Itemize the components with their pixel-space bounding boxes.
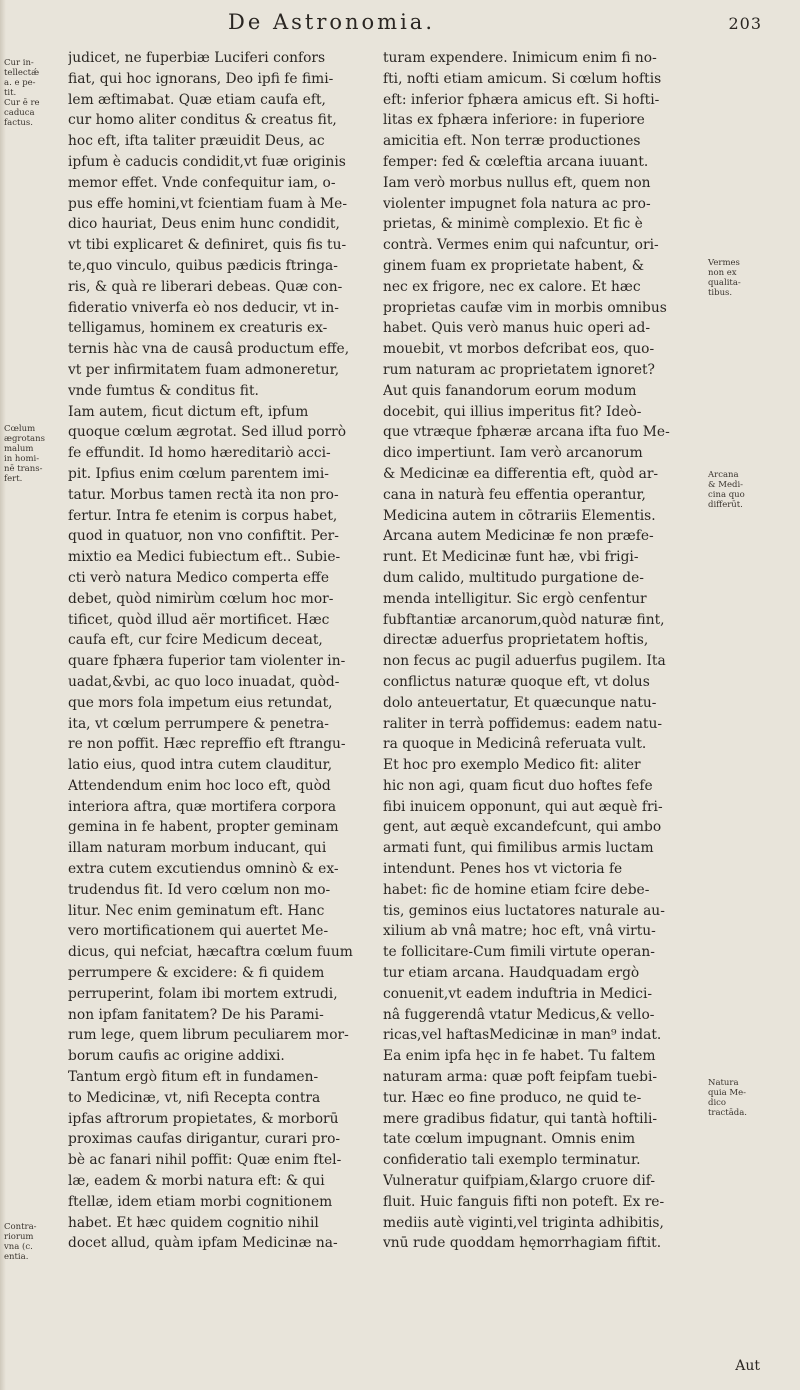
text-line: habet. Et hæc quidem cognitio nihil [68,1214,319,1231]
text-line: fluit. Huic fanguis fifti non poteft. Ex re- [383,1193,665,1210]
text-line: vnde fumtus & conditus fit. [68,382,259,399]
text-line: dolo anteuertatur, Et quæcunque natu- [383,694,657,711]
text-line: habet. Quis verò manus huic operi ad- [383,320,651,337]
text-line: litas ex fphæra inferiore: in fuperiore [383,112,645,129]
text-line: tate cœlum impugnant. Omnis enim [383,1131,636,1148]
text-line: nâ fuggerendâ vtatur Medicus,& vello- [383,1006,655,1023]
text-line: Aut quis fanandorum eorum modum [383,382,637,399]
text-line: to Medicinæ, vt, nifi Recepta contra [68,1089,321,1106]
margin-note-line: qualita- [708,278,741,288]
text-line: judicet, ne fuperbiæ Luciferi confors [68,50,326,66]
text-line: dico impertiunt. Iam verò arcanorum [383,445,643,462]
margin-note-line: Cur in- [4,58,34,68]
text-line: & Medicinæ ea differentia eft, quòd ar- [383,465,659,482]
margin-note-left-2 [4,424,54,484]
margin-note-line: fert. [4,474,23,484]
text-line: non fecus ac pugil aduerfus pugilem. Ita [383,653,666,670]
page-number: 203 [728,14,762,33]
text-line: te follicitare-Cum fimili virtute operan- [383,944,655,961]
margin-note-line: tractāda. [708,1108,748,1118]
margin-note-line: non ex [708,268,737,278]
text-line: dicus, qui nefciat, hæcaftra cœlum fuum [68,944,353,961]
text-line: dico hauriat, Deus enim hunc condidit, [68,216,340,233]
margin-note-line: vna (c. [4,1242,33,1252]
text-line: mediis autè viginti,vel triginta adhibitis, [383,1214,664,1231]
text-line: naturam arma: quæ poft feipfam tuebi- [383,1069,658,1086]
margin-note-line: Cur ē re [4,98,40,108]
text-line: tur etiam arcana. Haudquadam ergò [383,965,640,982]
text-line: raliter in terrà poffidemus: eadem natu- [383,715,663,732]
text-line: mixtio ea Medici fubiectum eft.. Subie- [68,549,341,566]
text-line: fertur. Intra fe etenim is corpus habet, [68,507,338,524]
text-line: ris, & quà re liberari debeas. Quæ con- [68,278,343,295]
text-line: cti verò natura Medico comperta effe [68,569,330,586]
margin-note-line: ægrotans [4,434,45,444]
text-line: vt per infirmitatem fuam admoneretur, [68,361,340,378]
margin-note-left-3 [4,1222,54,1262]
text-line: docebit, qui illius imperitus fit? Ideò- [383,403,642,420]
text-line: hoc eft, ifta taliter præuidit Deus, ac [68,133,325,150]
text-line: borum caufis ac origine addixi. [68,1048,285,1065]
text-line: tis, geminos eius luctatores naturale au- [383,902,665,919]
page-spine-shadow [0,0,6,1390]
text-line: nec ex frigore, nec ex calore. Et hæc [383,278,641,295]
text-line: contrà. Vermes enim qui nafcuntur, ori- [383,237,659,254]
text-line: conflictus naturæ quoque eft, vt dolus [383,673,650,690]
margin-note-line: tellectǽ [4,68,40,78]
text-line: fe effundit. Id homo hæreditariò acci- [68,445,331,462]
margin-note-line: factus. [4,118,33,128]
text-line: fibi inuicem opponunt, qui aut æquè fri- [383,798,663,815]
text-line: eft: inferior fphæra amicus eft. Si hofti- [383,91,660,108]
text-line: intendunt. Penes hos vt victoria fe [383,861,623,878]
text-line: violenter impugnet fola natura ac pro- [383,195,651,212]
margin-note-line: quia Me- [708,1088,747,1098]
text-line: que mors fola impetum eius retundat, [68,694,333,711]
margin-note-line: & Medi- [708,480,744,490]
text-line: cur homo aliter conditus & creatus fit, [68,112,337,129]
text-line: Vulneratur quifpiam,&largo cruore dif- [383,1173,656,1190]
margin-note-line: tit. [4,88,17,98]
margin-note-line: in homi- [4,454,40,464]
margin-note-right-3 [708,1078,778,1118]
text-line: proximas caufas dirigantur, curari pro- [68,1131,341,1148]
text-line: ita, vt cœlum perrumpere & penetra- [68,715,329,732]
text-line: docet allud, quàm ipfam Medicinæ na- [68,1235,338,1252]
text-line: re non poffit. Hæc repreffio eft ftrangu- [68,736,346,753]
margin-note-line: Natura [708,1078,739,1088]
margin-note-right-1 [708,258,778,298]
text-line: quare fphæra fuperior tam violenter in- [68,653,346,670]
margin-note-line: malum [4,444,34,454]
text-line: ternis hàc vna de causâ productum effe, [68,341,350,358]
text-line: menda intelligitur. Sic ergò cenfentur [383,590,647,607]
text-line: telligamus, hominem ex creaturis ex- [68,320,328,337]
text-line: Tantum ergò fitum eft in fundamen- [68,1069,319,1086]
text-line: læ, eadem & morbi natura eft: & qui [68,1173,325,1190]
text-line: pus effe homini,vt fcientiam fuam à Me- [68,195,347,212]
catchword: Aut [735,1358,760,1374]
text-line: gemina in fe habent, propter geminam [68,819,339,836]
text-line: fti, nofti etiam amicum. Si cœlum hoftis [383,70,662,87]
text-line: interiora aftra, quæ mortifera corpora [68,798,337,815]
text-line: Medicina autem in cōtrariis Elementis. [383,507,656,524]
margin-note-line: Contra- [4,1222,37,1232]
text-line: quoque cœlum ægrotat. Sed illud porrò [68,424,347,441]
text-line: ra quoque in Medicinâ referuata vult. [383,736,647,753]
text-line: perruperint, folam ibi mortem extrudi, [68,985,338,1002]
text-line: Et hoc pro exemplo Medico fit: aliter [383,757,641,774]
text-line: ricas,vel haftasMedicinæ in man⁹ indat. [383,1027,662,1044]
margin-note-line: differūt. [708,500,743,510]
text-line: te,quo vinculo, quibus pædicis ftringa- [68,257,338,274]
text-line: Attendendum enim hoc loco eft, quòd [68,777,331,794]
text-line: xilium ab vnâ matre; hoc eft, vnâ virtu- [383,923,656,940]
text-line: confideratio tali exemplo terminatur. [383,1152,641,1169]
text-line: amicitia eft. Non terræ productiones [383,133,641,150]
text-line: vt tibi explicaret & definiret, quis fis tu- [68,237,347,254]
page-header [0,8,800,44]
text-line: trudendus fit. Id vero cœlum non mo- [68,881,331,898]
margin-note-line: caduca [4,108,35,118]
text-line: turam expendere. Inimicum enim fi no- [383,50,657,66]
margin-note-line: dico [708,1098,727,1108]
text-line: tificet, quòd illud aër mortificet. Hæc [68,611,330,628]
running-title: De Astronomia. [228,10,435,34]
text-line: memor effet. Vnde confequitur iam, o- [68,174,336,191]
text-line: extra cutem excutiendus omninò & ex- [68,861,339,878]
margin-note-line: Arcana [708,470,739,480]
text-line: fubftantiæ arcanorum,quòd naturæ fint, [383,611,665,628]
text-line: fiat, qui hoc ignorans, Deo ipfi fe fimi- [68,70,334,87]
right-text-column [383,48,703,1254]
margin-note-line: entia. [4,1252,29,1262]
text-line: bè ac fanari nihil poffit: Quæ enim ftel- [68,1152,342,1169]
text-line: illam naturam morbum inducant, qui [68,840,327,857]
text-line: directæ aduerfus proprietatem hoftis, [383,632,649,649]
text-line: Ea enim ipfa hęc in fe habet. Tu faltem [383,1048,656,1065]
margin-note-line: nē trans- [4,464,43,474]
text-line: debet, quòd nimirùm cœlum hoc mor- [68,590,334,607]
text-line: rum naturam ac proprietatem ignoret? [383,361,655,378]
text-line: hic non agi, quam ficut duo hoftes fefe [383,777,653,794]
margin-note-line: riorum [4,1232,34,1242]
text-line: ginem fuam ex proprietate habent, & [383,257,644,274]
text-line: dum calido, multitudo purgatione de- [383,569,644,586]
text-line: prietas, & minimè complexio. Et fic è [383,216,643,233]
text-line: mouebit, vt morbos defcribat eos, quo- [383,341,655,358]
margin-note-line: cina quo [708,490,745,500]
text-line: Iam autem, ficut dictum eft, ipfum [68,403,309,420]
text-line: que vtræque fphæræ arcana ifta fuo Me- [383,424,670,441]
text-line: quod in quatuor, non vno confiftit. Per- [68,528,339,545]
text-line: vnū rude quoddam hęmorrhagiam fiftit. [383,1235,662,1252]
text-line: tur. Hæc eo fine produco, ne quid te- [383,1089,642,1106]
text-line: vero mortificationem qui auertet Me- [68,923,329,940]
text-line: rum lege, quem librum peculiarem mor- [68,1027,349,1044]
margin-note-right-2 [708,470,778,510]
text-line: pit. Ipfius enim cœlum parentem imi- [68,465,329,482]
text-line: habet: fic de homine etiam fcire debe- [383,881,650,898]
margin-note-left-1 [4,58,54,128]
text-line: proprietas caufæ vim in morbis omnibus [383,299,667,316]
margin-note-line: Cœlum [4,424,36,434]
margin-note-line: a. e pe- [4,78,36,88]
text-line: mere gradibus fidatur, qui tantà hoftili- [383,1110,658,1127]
text-line: ipfum è caducis condidit,vt fuæ originis [68,153,346,170]
text-line: runt. Et Medicinæ funt hæ, vbi frigi- [383,549,639,566]
margin-note-line: Vermes [708,258,740,268]
text-line: caufa eft, cur fcire Medicum deceat, [68,632,323,649]
text-line: ipfas aftrorum propietates, & morborū [68,1110,339,1127]
text-line: cana in naturà feu effentia operantur, [383,486,646,503]
text-line: gent, aut æquè excandefcunt, qui ambo [383,819,662,836]
margin-note-line: tibus. [708,288,733,298]
text-line: uadat,&vbi, ac quo loco inuadat, quòd- [68,673,340,690]
text-line: fideratio vniverfa eò nos deducir, vt in- [68,299,339,316]
text-line: perrumpere & excidere: & fi quidem [68,965,325,982]
text-line: Iam verò morbus nullus eft, quem non [383,174,651,191]
text-line: non ipfam fanitatem? De his Parami- [68,1006,324,1023]
text-line: armati funt, qui fimilibus armis luctam [383,840,654,857]
text-line: conuenit,vt eadem induftria in Medici- [383,985,653,1002]
text-line: litur. Nec enim geminatum eft. Hanc [68,902,325,919]
text-line: femper: fed & cœleftia arcana iuuant. [383,153,649,170]
text-line: lem æftimabat. Quæ etiam caufa eft, [68,91,326,108]
text-line: ftellæ, idem etiam morbi cognitionem [68,1193,333,1210]
text-line: tatur. Morbus tamen rectà ita non pro- [68,486,339,503]
left-text-column [68,48,364,1254]
text-line: Arcana autem Medicinæ fe non præfe- [383,528,654,545]
text-line: latio eius, quod intra cutem clauditur, [68,757,333,774]
